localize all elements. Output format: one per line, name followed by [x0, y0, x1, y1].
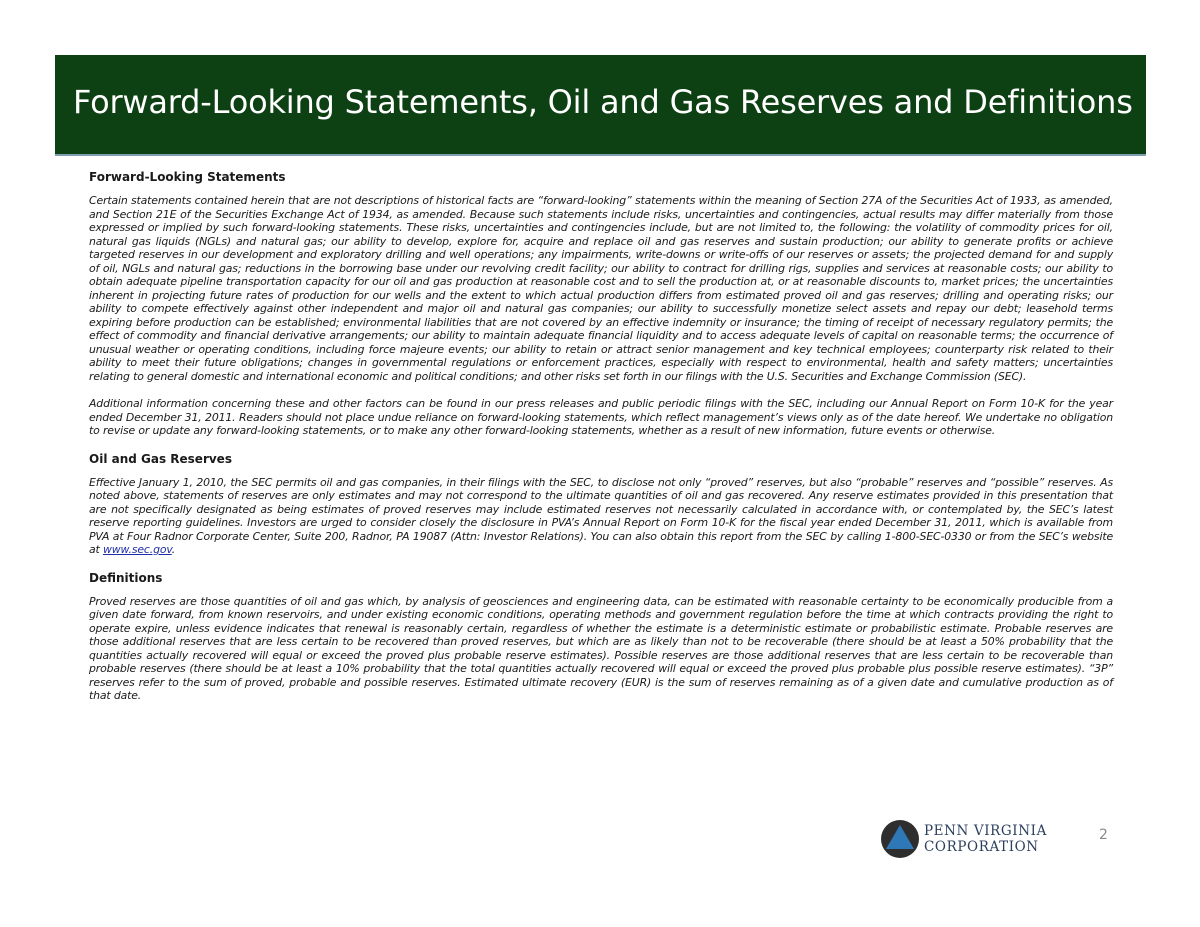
forward-looking-heading: Forward-Looking Statements	[89, 170, 286, 184]
page-number: 2	[1099, 827, 1108, 843]
reserves-text: Effective January 1, 2010, the SEC permits oil and gas companies, in their filings with the SEC, to disclose not only “proved” reserves, but also “probable” reserves and “possible” reserves. As noted above, statements of reserves are only estimates and may not correspond to the ultimate quantities of oil and gas recovered. Any reserve estimates provided in this presentation that are not specifically designated as being estimates of proved reserves may include estimated reserves not necessarily calculated in accordance with, or contemplated by, the SEC’s latest reserve reporting guidelines. Investors are urged to consider closely the disclosure in PVA’s Annual Report on Form 10-K for the fiscal year ended December 31, 2011, which is available from PVA at Four Radnor Corporate Center, Suite 200, Radnor, PA 19087 (Attn: Investor Relations). You can also obtain this report from the SEC by calling 1-800-SEC-0330 or from the SEC’s website at	[89, 475, 1113, 556]
header-divider	[55, 154, 1146, 156]
forward-looking-section	[89, 170, 1113, 438]
content-area	[89, 170, 1113, 717]
forward-looking-paragraph-1: Certain statements contained herein that are not descriptions of historical facts are “forward-looking” statements within the meaning of Section 27A of the Securities Act of 1933, as amended, and Section 21E of the Securities Exchange Act of 1934, as amended. Because such statements include risks, uncertainties and contingencies, actual results may differ materially from those expressed or implied by such forward-looking statements. These risks, uncertainties and contingencies include, but are not limited to, the following: the volatility of commodity prices for oil, natural gas liquids (NGLs) and natural gas; our ability to develop, explore for, acquire and replace oil and gas reserves and sustain production; our ability to generate profits or achieve targeted reserves in our development and exploratory drilling and well operations; any impairments, write-downs or write-offs of our reserves or assets; the projected demand for and supply of oil, NGLs and natural gas; reductions in the borrowing base under our revolving credit facility; our ability to contract for drilling rigs, supplies and services at reasonable costs; our ability to obtain adequate pipeline transportation capacity for our oil and gas production at reasonable cost and to sell the production at, or at reasonable discounts to, market prices; the uncertainties inherent in projecting future rates of production for our wells and the extent to which actual production differs from estimated proved oil and gas reserves; drilling and operating risks; our ability to compete effectively against other independent and major oil and natural gas companies; our ability to successfully monetize select assets and repay our debt; leasehold terms expiring before production can be established; environmental liabilities that are not covered by an effective indemnity or insurance; the timing of receipt of necessary regulatory permits; the effect of commodity and financial derivative arrangements; our ability to maintain adequate financial liquidity and to access adequate levels of capital on reasonable terms; the occurrence of unusual weather or operating conditions, including force majeure events; our ability to retain or attract senior management and key technical employees; counterparty risk related to their ability to meet their future obligations; changes in governmental regulations or enforcement practices, especially with respect to environmental, health and safety matters; uncertainties relating to general domestic and international economic and political conditions; and other risks set forth in our filings with the U.S. Securities and Exchange Commission (SEC).	[89, 194, 1113, 383]
forward-looking-paragraph-2: Additional information concerning these and other factors can be found in our press releases and public periodic filings with the SEC, including our Annual Report on Form 10-K for the year ended December 31, 2011. Readers should not place undue reliance on forward-looking statements, which reflect management’s views only as of the date hereof. We undertake no obligation to revise or update any forward-looking statements, or to make any other forward-looking statements, whether as a result of new information, future events or otherwise.	[89, 397, 1113, 437]
logo-line-2: CORPORATION	[924, 839, 1039, 855]
header-bar	[55, 55, 1146, 155]
company-logo	[878, 818, 1058, 862]
slide-title: Forward-Looking Statements, Oil and Gas Reserves and Definitions	[73, 83, 1133, 121]
logo-wordmark	[924, 823, 1047, 855]
reserves-paragraph	[89, 476, 1113, 557]
reserves-heading: Oil and Gas Reserves	[89, 451, 232, 466]
logo-line-1: PENN VIRGINIA	[924, 823, 1047, 839]
triangle-in-circle-icon	[880, 819, 920, 859]
definitions-paragraph: Proved reserves are those quantities of oil and gas which, by analysis of geosciences and engineering data, can be estimated with reasonable certainty to be economically producible from a given date forward, from known reservoirs, and under existing economic conditions, operating methods and government regulation before the time at which contracts providing the right to operate expire, unless evidence indicates that renewal is reasonably certain, regardless of whether the estimate is a deterministic estimate or probabilistic estimate. Probable reserves are those additional reserves that are less certain to be recovered than proved reserves, but which are as likely than not to be recoverable (there should be at least a 50% probability that the quantities actually recovered will equal or exceed the proved plus probable reserve estimates). Possible reserves are those additional reserves that are less certain to be recoverable than probable reserves (there should be at least a 10% probability that the total quantities actually recovered will equal or exceed the proved plus probable plus possible reserve estimates). “3P” reserves refer to the sum of proved, probable and possible reserves. Estimated ultimate recovery (EUR) is the sum of reserves remaining as of a given date and cumulative production as of that date.	[89, 594, 1113, 702]
definitions-section	[89, 571, 1113, 703]
reserves-section	[89, 452, 1113, 557]
definitions-heading: Definitions	[89, 570, 163, 585]
sec-website-link[interactable]: www.sec.gov	[102, 543, 172, 556]
reserves-trailing: .	[171, 543, 176, 556]
